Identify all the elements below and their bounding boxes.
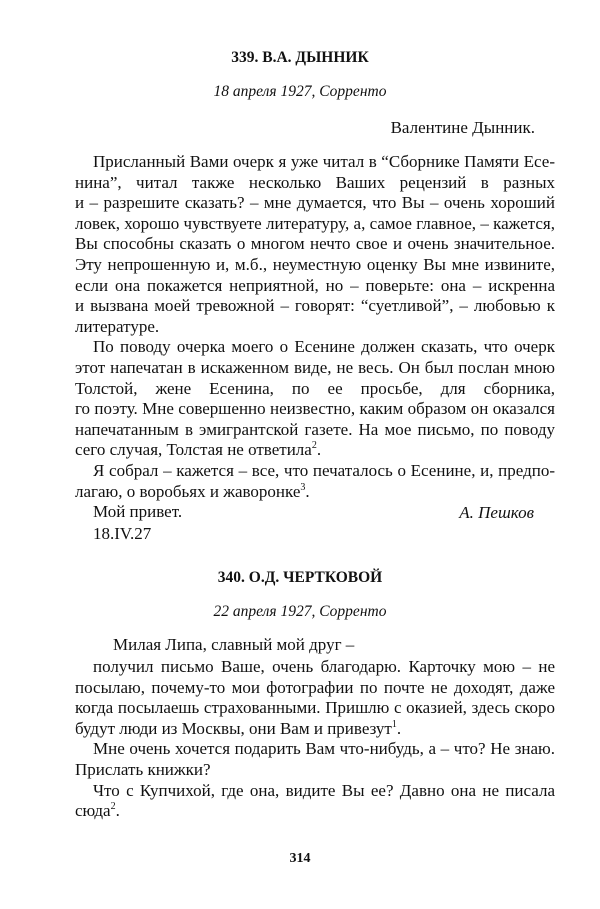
text-line bbox=[75, 379, 555, 400]
text-line bbox=[75, 678, 555, 699]
line-text: сего случая, Толстая не ответила bbox=[75, 440, 312, 460]
text-line bbox=[75, 739, 555, 760]
line-text: Что с Купчихой, где она, видите Вы ее? Давно она не писала bbox=[93, 780, 555, 800]
line-text: и вызвана моей тревожной – говорят: “суетливой”, – любовью к bbox=[75, 296, 555, 316]
line-text: напечатанным в эмигрантской газете. На мое письмо, по поводу bbox=[75, 419, 555, 439]
line-text: и – разрешите сказать? – мне думается, что Вы – очень хороший bbox=[75, 193, 555, 213]
text-line bbox=[75, 214, 555, 235]
text-line bbox=[75, 296, 555, 317]
text-line bbox=[75, 801, 555, 822]
salutation: Милая Липа, славный мой друг – bbox=[113, 635, 355, 654]
addressee: Валентине Дынник. bbox=[390, 118, 535, 137]
text-line bbox=[75, 420, 555, 441]
footnote-ref: 3 bbox=[300, 481, 306, 493]
line-text: Мне очень хочется подарить Вам что-нибудь, а – что? Не знаю. bbox=[93, 739, 555, 759]
line-text: если она покажется неприятной, но – поверьте: она – искренна bbox=[75, 275, 555, 295]
line-text: литературе. bbox=[75, 316, 160, 336]
text-line bbox=[75, 461, 555, 482]
letter-date: 22 апреля 1927, Сорренто bbox=[213, 603, 387, 620]
letter-title: 339. В.А. ДЫННИК bbox=[231, 49, 369, 66]
line-text: По поводу очерка моего о Есенине должен сказать, что очерк bbox=[93, 337, 555, 357]
line-text: Присланный Вами очерк я уже читал в “Сборнике Памяти Есе- bbox=[93, 152, 555, 171]
line-text: этот напечатан в искаженном виде, не весь. Он был послан мною bbox=[75, 357, 555, 377]
text-line bbox=[75, 719, 555, 740]
line-text: го поэту. Мне совершенно неизвестно, каким образом он оказался bbox=[75, 399, 555, 419]
footnote-ref: 1 bbox=[391, 718, 397, 730]
line-text: Я собрал – кажется – все, что печаталось о Есенине, и, предпо- bbox=[93, 460, 555, 480]
line-text: Мой привет. bbox=[93, 502, 183, 522]
signature: А. Пешков bbox=[459, 503, 534, 522]
line-text: когда посылаешь страхованными. Пришлю с оказией, здесь скоро bbox=[75, 698, 555, 718]
text-line bbox=[75, 440, 555, 461]
text-line bbox=[75, 399, 555, 420]
line-text: посылаю, почему-то мои фотографии по почте не доходят, даже bbox=[75, 677, 555, 697]
text-line bbox=[75, 358, 555, 379]
letter-title: 340. О.Д. ЧЕРТКОВОЙ bbox=[217, 569, 383, 586]
text-line bbox=[75, 698, 555, 719]
letter-footer-date: 18.IV.27 bbox=[93, 524, 152, 543]
text-line bbox=[75, 173, 555, 194]
text-line bbox=[75, 255, 555, 276]
line-text: Толстой, жене Есенина, по ее просьбе, для сборника, bbox=[75, 378, 555, 398]
letter-body bbox=[75, 152, 555, 523]
text-line bbox=[75, 482, 555, 503]
line-text: Эту непрошенную и, м.б., неуместную оценку Вы мне извините, bbox=[75, 254, 555, 274]
footnote-ref: 2 bbox=[311, 440, 317, 452]
page-number: 314 bbox=[289, 851, 311, 866]
text-line bbox=[75, 317, 555, 338]
text-line bbox=[75, 276, 555, 297]
punctuation: . bbox=[305, 481, 310, 501]
footnote-ref: 2 bbox=[110, 801, 116, 813]
line-text: Вы способны сказать о многом нечто свое и очень значительное. bbox=[75, 234, 555, 254]
text-line bbox=[75, 193, 555, 214]
text-line bbox=[75, 760, 555, 781]
letter-body bbox=[75, 657, 555, 822]
text-line bbox=[75, 781, 555, 802]
punctuation: . bbox=[115, 801, 120, 821]
line-text: лагаю, о воробьях и жаворонке bbox=[75, 481, 301, 501]
punctuation: . bbox=[396, 718, 402, 738]
line-text: получил письмо Ваше, очень благодарю. Карточку мою – не bbox=[93, 657, 555, 676]
text-line bbox=[75, 152, 555, 173]
text-line bbox=[75, 234, 555, 255]
line-text: Прислать книжки? bbox=[75, 759, 211, 779]
line-text: ловек, хорошо чувствуете литературу, а, самое главное, – кажется, bbox=[75, 213, 555, 233]
text-line bbox=[75, 337, 555, 358]
text-line bbox=[75, 657, 555, 678]
line-text: нина”, читал также несколько Ваших рецензий в разных bbox=[75, 172, 555, 192]
punctuation: . bbox=[316, 440, 322, 460]
line-text: будут люди из Москвы, они Вам и привезут bbox=[75, 718, 392, 738]
letter-date: 18 апреля 1927, Сорренто bbox=[213, 83, 387, 100]
line-text: сюда bbox=[75, 801, 111, 821]
